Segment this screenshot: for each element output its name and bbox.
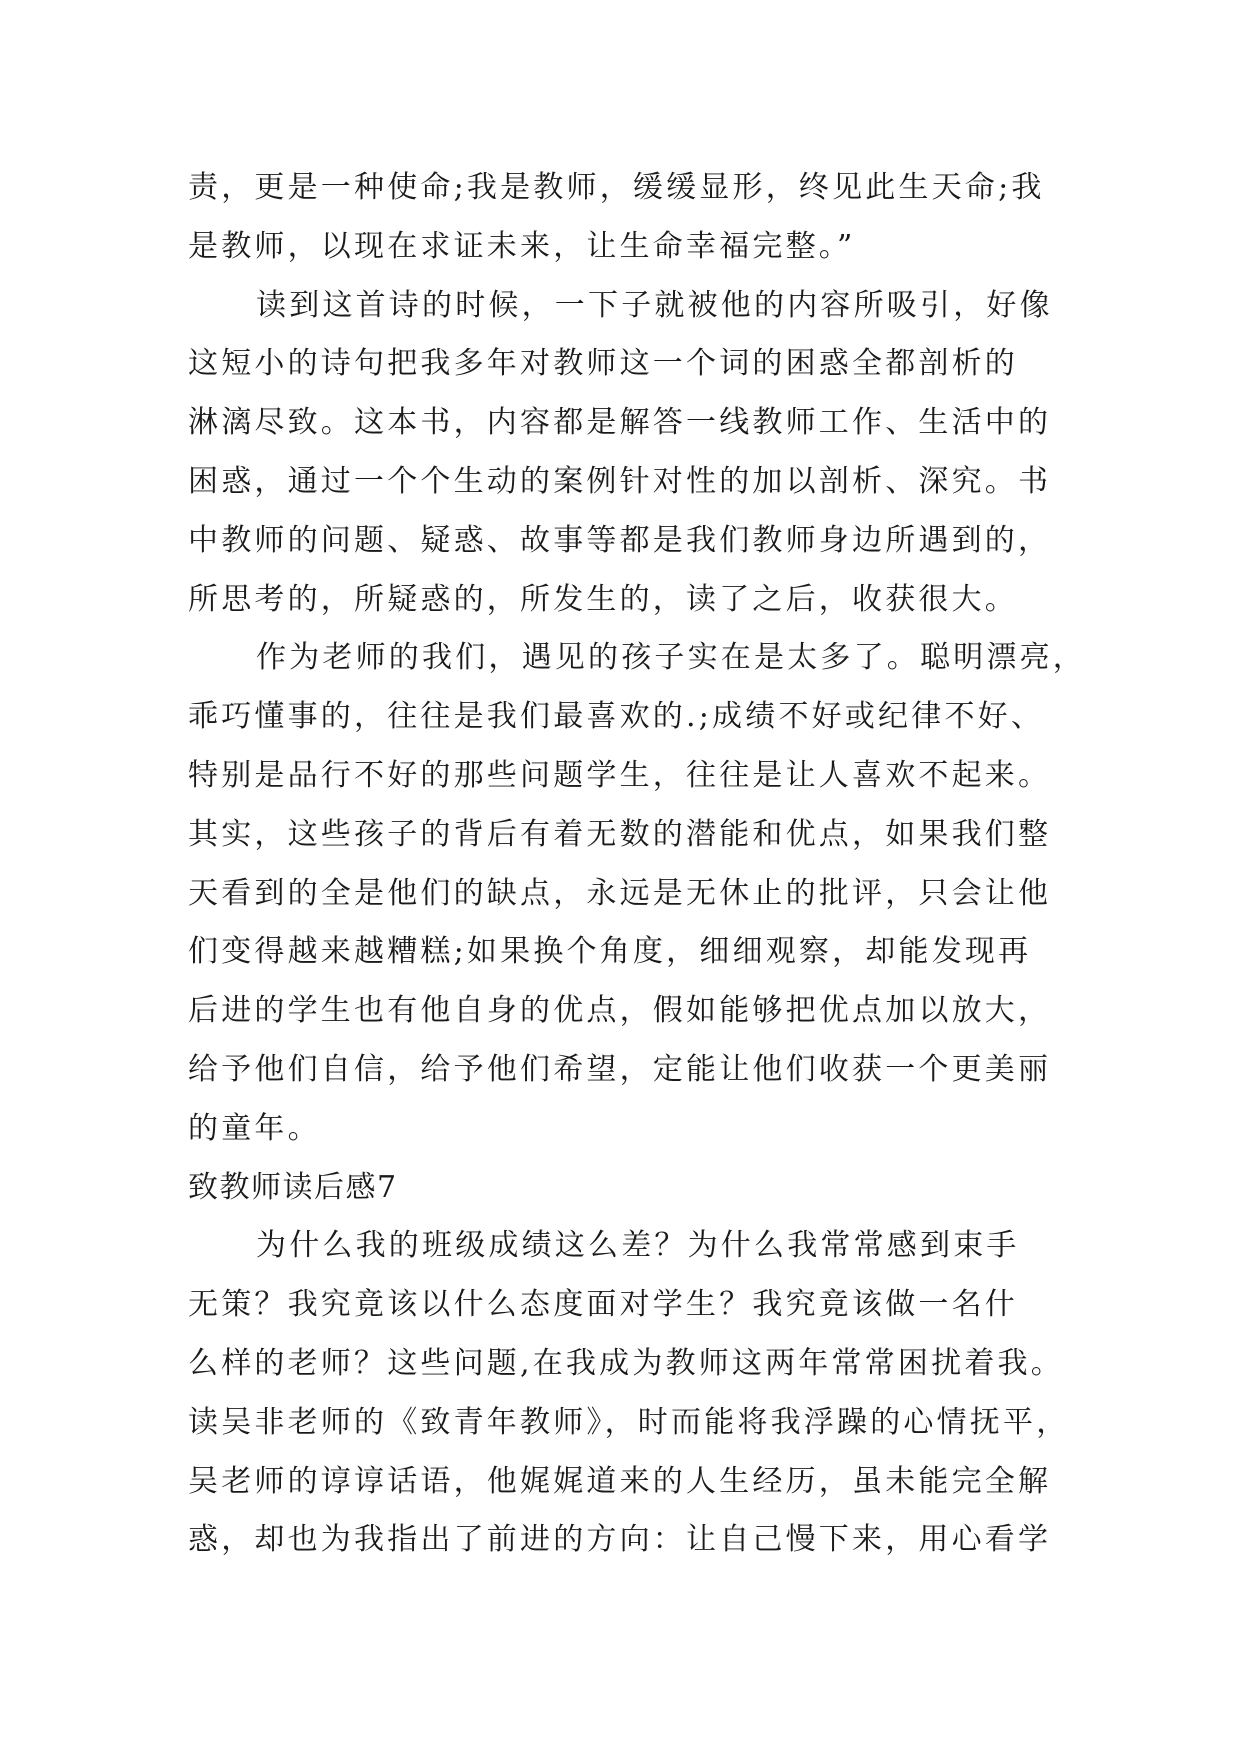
body-text	[188, 159, 1086, 1570]
text-line: 后进的学生也有他自身的优点，假如能够把优点加以放大，	[188, 993, 1052, 1029]
text-line: 困惑，通过一个个生动的案例针对性的加以剖析、深究。书	[188, 463, 1052, 499]
text-line: 这短小的诗句把我多年对教师这一个词的困惑全都剖析的	[188, 346, 1018, 382]
text-line: 淋漓尽致。这本书，内容都是解答一线教师工作、生活中的	[188, 405, 1052, 441]
text-line: 们变得越来越糟糕;如果换个角度，细细观察，却能发现再	[188, 934, 1032, 970]
paragraph-start-line: 读到这首诗的时候，一下子就被他的内容所吸引，好像	[256, 287, 1053, 323]
text-line: 所思考的，所疑惑的，所发生的，读了之后，收获很大。	[188, 581, 1018, 617]
text-line: 其实，这些孩子的背后有着无数的潜能和优点，如果我们整	[188, 816, 1052, 852]
text-line: 惑，却也为我指出了前进的方向：让自己慢下来，用心看学	[188, 1522, 1052, 1558]
paragraph-start-line: 作为老师的我们，遇见的孩子实在是太多了。聪明漂亮，	[256, 640, 1086, 676]
text-line: 乖巧懂事的，往往是我们最喜欢的.;成绩不好或纪律不好、	[188, 699, 1045, 735]
text-line: 吴老师的谆谆话语，他娓娓道来的人生经历，虽未能完全解	[188, 1463, 1052, 1499]
paragraph-start-line: 为什么我的班级成绩这么差？为什么我常常感到束手	[256, 1228, 1020, 1264]
text-line: 责，更是一种使命;我是教师，缓缓显形，终见此生天命;我	[188, 170, 1045, 205]
text-line: 的童年。	[188, 1110, 321, 1146]
text-line: 天看到的全是他们的缺点，永远是无休止的批评，只会让他	[188, 875, 1052, 911]
text-line: 么样的老师？这些问题,在我成为教师这两年常常困扰着我。	[188, 1345, 1064, 1381]
text-line: 特别是品行不好的那些问题学生，往往是让人喜欢不起来。	[188, 757, 1052, 793]
text-line: 给予他们自信，给予他们希望，定能让他们收获一个更美丽	[188, 1051, 1052, 1087]
section-heading: 致教师读后感7	[188, 1169, 398, 1205]
text-line: 中教师的问题、疑惑、故事等都是我们教师身边所遇到的，	[188, 522, 1052, 558]
text-line: 读吴非老师的《致青年教师》，时而能将我浮躁的心情抚平，	[188, 1404, 1070, 1440]
text-line: 无策？我究竟该以什么态度面对学生？我究竟该做一名什	[188, 1287, 1018, 1323]
text-line: 是教师，以现在求证未来，让生命幸福完整。”	[188, 228, 856, 264]
